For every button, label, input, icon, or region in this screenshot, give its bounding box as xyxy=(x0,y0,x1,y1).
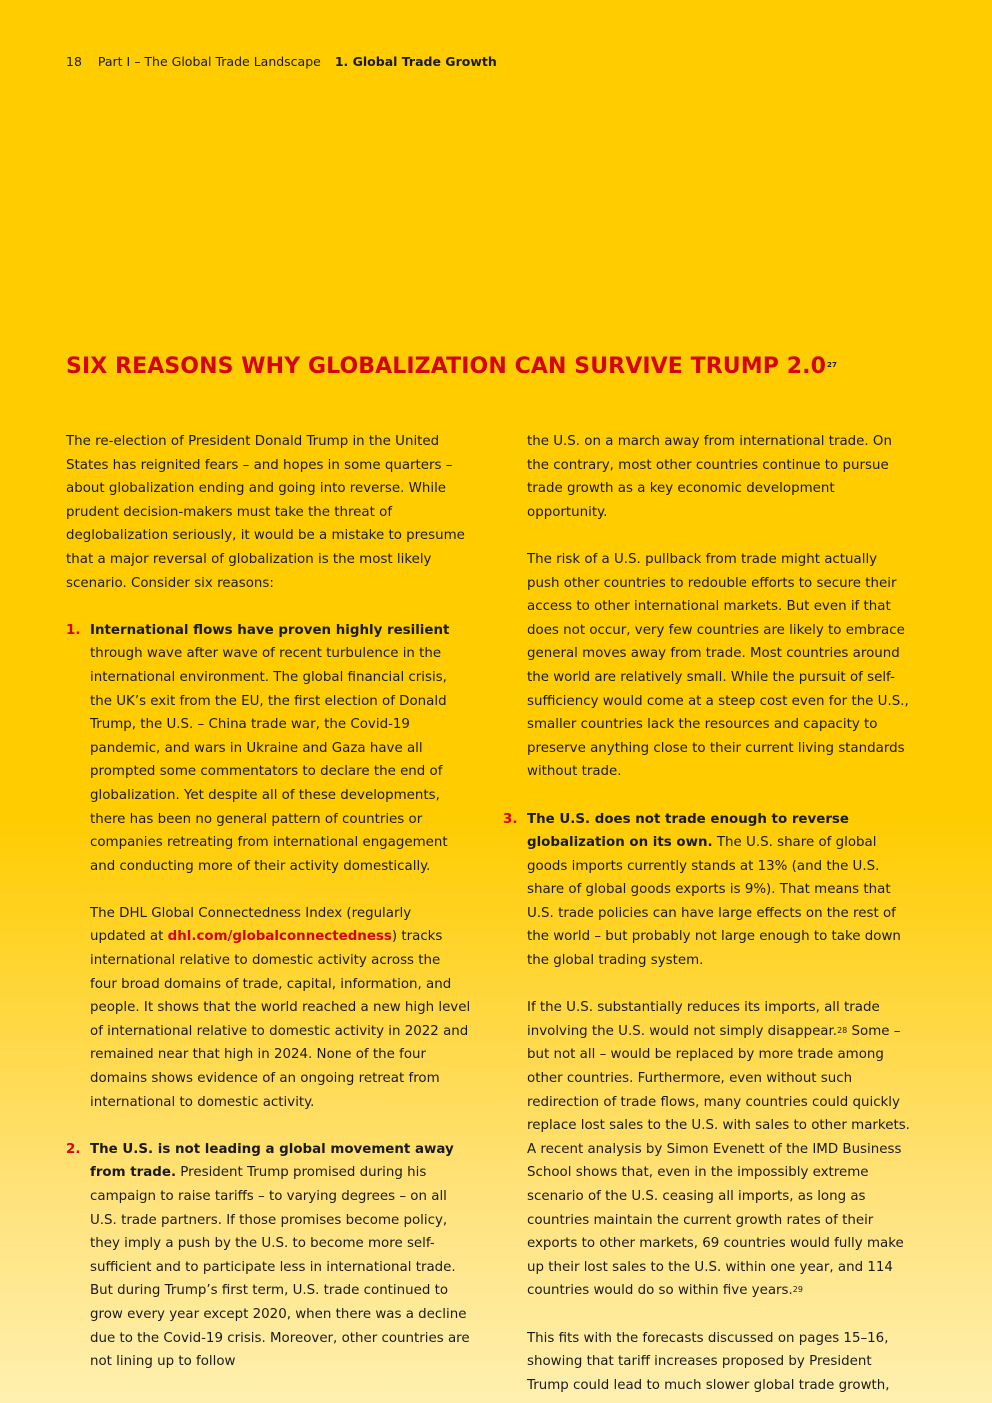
reason-3-body: The U.S. share of global goods imports currently stands at 13% (and the U.S. share of global goods exports is 9%). That means that U.S. trade policies can have large effects on the rest of the world – but probably not large enough to take down the global trading system. xyxy=(527,835,901,969)
imports-text-2: Some – but not all – would be replaced by more trade among other countries. Furthermore, even without such redirection of trade flows, many countries could quickly replace lost sales to the U.S. with sales to other markets. A recent analysis by Simon Evenett of the IMD Business School shows that, even in the impossibly extreme scenario of the U.S. ceasing all imports, as long as countries maintain the current growth rates of their exports to other markets, 69 countries would fully make up their lost sales to the U.S. within one year, and 114 countries would do so within five years. xyxy=(527,1023,910,1299)
imports-paragraph xyxy=(503,996,913,1303)
imports-text-1: If the U.S. substantially reduces its imports, all trade involving the U.S. would not simply disappear. xyxy=(527,1000,880,1039)
reason-1-number: 1. xyxy=(66,622,81,638)
reason-1-text xyxy=(90,619,471,879)
page-number: 18 xyxy=(66,54,82,69)
reason-2 xyxy=(66,1138,471,1374)
footnote-29: 29 xyxy=(792,1285,803,1295)
forecast-paragraph: This fits with the forecasts discussed on pages 15–16, showing that tariff increases proposed by President Trump could lead to much slower global trade growth, xyxy=(527,1330,890,1393)
title-footnote: 27 xyxy=(827,361,837,369)
index-after-link: ) tracks international relative to domestic activity across the four broad domains of trade, capital, information, and people. It shows that the world reached a new high level of international relative to domestic activity in 2022 and remained near that high in 2024. None of the four domains shows evidence of an ongoing retreat from international to domestic activity. xyxy=(90,929,471,1110)
reason-1-lead: International flows have proven highly resilient xyxy=(90,622,450,638)
section-title xyxy=(66,352,837,382)
reason-3-number: 3. xyxy=(503,811,518,827)
reason-1 xyxy=(66,619,471,879)
intro-paragraph: The re-election of President Donald Trump in the United States has reignited fears – and hopes in some quarters – about globalization ending and going into reverse. While prudent decision-makers must take the threat of deglobalization seriously, it would be a mistake to presume that a major reversal of globalization is the most likely scenario. Consider six reasons: xyxy=(66,434,465,591)
pullback-paragraph: The risk of a U.S. pullback from trade might actually push other countries to redouble efforts to secure their access to other international markets. But even if that does not occur, very few countries are likely to embrace general moves away from trade. Most countries around the world are relatively small. While the pursuit of self-sufficiency would come at a steep cost even for the U.S., smaller countries lack the resources and capacity to preserve anything close to their current living standards without trade. xyxy=(527,551,909,780)
reason-3 xyxy=(503,808,913,973)
reason-2-number: 2. xyxy=(66,1141,81,1157)
running-header xyxy=(66,54,497,70)
index-paragraph xyxy=(66,902,471,1114)
reason-3-lead: The U.S. does not trade enough to reverse globalization on its own. xyxy=(527,811,849,851)
reason-3-text xyxy=(527,808,913,973)
continued-paragraph: the U.S. on a march away from international trade. On the contrary, most other countries continue to pursue trade growth as a key economic development opportunity. xyxy=(527,434,892,520)
part-label: Part I – The Global Trade Landscape xyxy=(97,54,321,69)
footnote-28: 28 xyxy=(837,1025,848,1035)
section-title-text: SIX REASONS WHY GLOBALIZATION CAN SURVIVE TRUMP 2.0 xyxy=(66,354,826,379)
left-column xyxy=(66,430,471,1374)
index-before-link: The DHL Global Connectedness Index (regularly updated at xyxy=(90,905,412,945)
reason-1-body: through wave after wave of recent turbulence in the international environment. The global financial crisis, the UK’s exit from the EU, the first election of Donald Trump, the U.S. – China trade war, the Covid-19 pandemic, and wars in Ukraine and Gaza have all prompted some commentators to declare the end of globalization. Yet despite all of these developments, there has been no general pattern of countries or companies retreating from international engagement and conducting more of their activity domestically. xyxy=(90,646,448,874)
reason-2-lead: The U.S. is not leading a global movement away from trade. xyxy=(90,1141,454,1181)
chapter-label: 1. Global Trade Growth xyxy=(334,54,497,69)
reason-2-body: President Trump promised during his campaign to raise tariffs – to varying degrees – on all U.S. trade partners. If those promises become policy, they imply a push by the U.S. to become more self-sufficient and to participate less in international trade. But during Trump’s first term, U.S. trade continued to grow every year except 2020, when there was a decline due to the Covid-19 crisis. Moreover, other countries are not lining up to follow xyxy=(90,1165,470,1370)
reason-2-text xyxy=(90,1138,471,1374)
right-column xyxy=(503,430,913,1397)
globalconnectedness-link[interactable]: dhl.com/globalconnectedness xyxy=(167,929,392,945)
